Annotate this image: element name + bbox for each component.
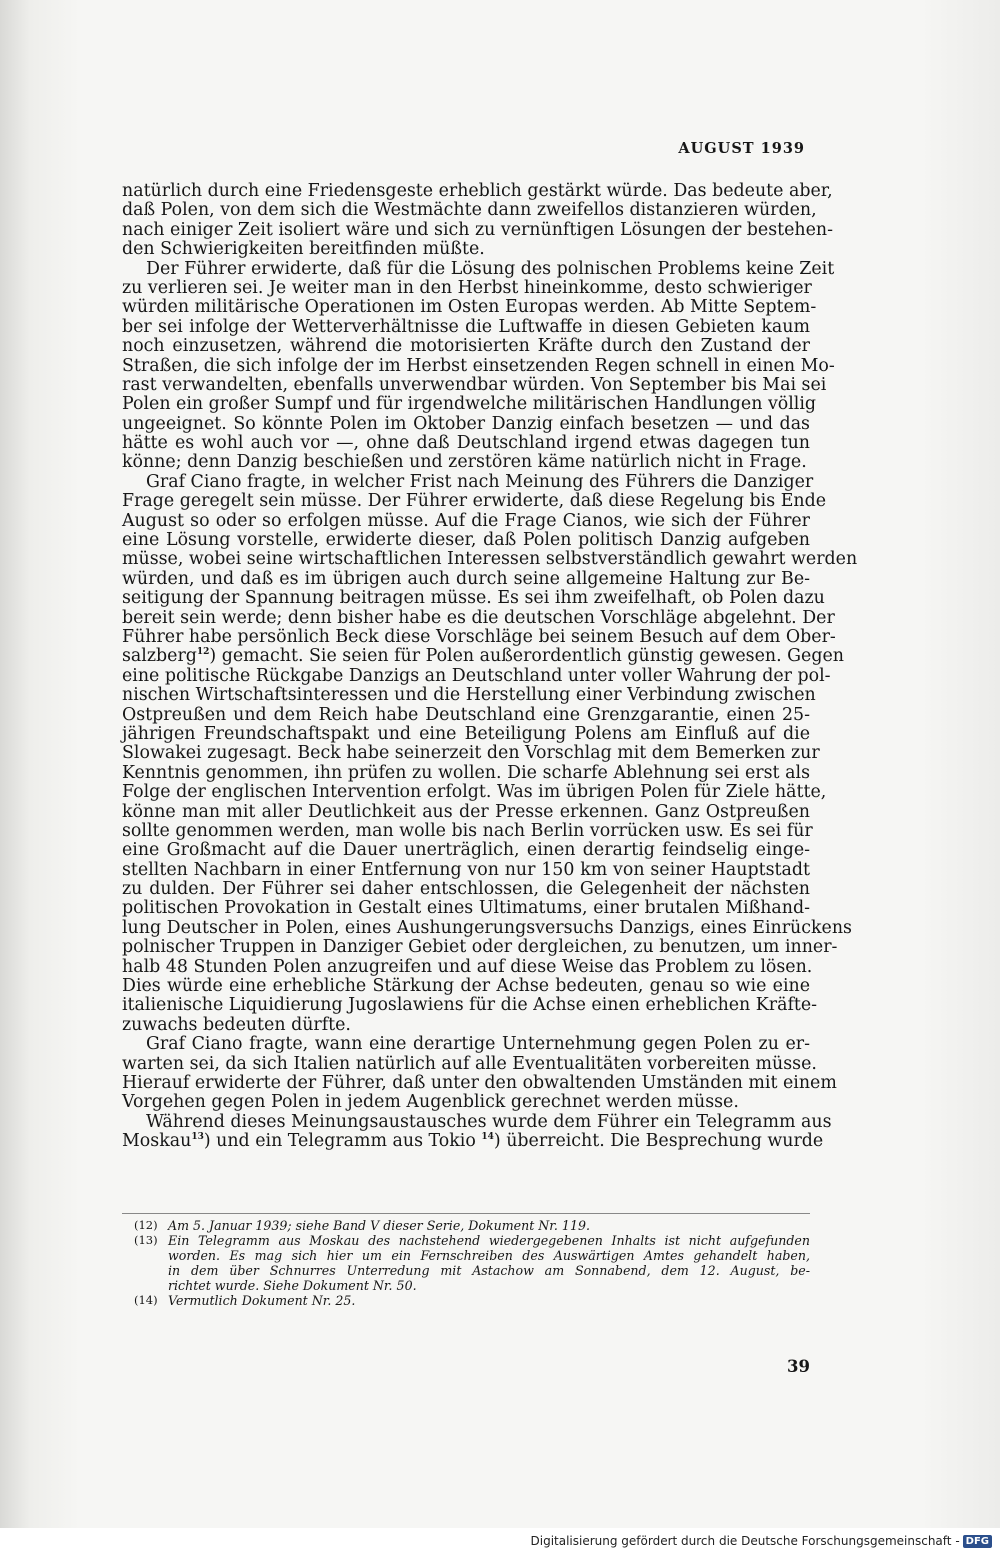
- text-line-content: Dies würde eine erhebliche Stärkung der Achse bedeuten, genau so wie eine: [122, 976, 810, 997]
- text-line: [122, 841, 810, 860]
- text-line: [122, 820, 813, 841]
- text-line: [122, 685, 816, 706]
- text-line: [122, 743, 820, 764]
- text-line-content: ber sei infolge der Wetterverhältnisse die Luftwaffe in diesen Gebieten kaum: [122, 316, 810, 337]
- text-line-content: eine Großmacht auf die Dauer unerträglich, einen derartig feindselig einge-: [122, 840, 810, 861]
- text-line: [122, 917, 852, 938]
- text-line: [122, 318, 810, 337]
- footnote-number: (13): [134, 1233, 158, 1247]
- text-line: [122, 240, 810, 259]
- text-line: [122, 297, 817, 318]
- text-line-content: jährigen Freundschaftspakt und eine Beteiligung Polens am Einfluß auf die: [122, 723, 810, 744]
- text-line: [122, 258, 835, 279]
- text-line: [122, 725, 810, 744]
- text-line: [122, 200, 817, 221]
- text-line-content: könne; denn Danzig beschießen und zerstören käme natürlich nicht in Frage.: [122, 452, 807, 473]
- text-line: [122, 607, 835, 628]
- text-line: [122, 1072, 837, 1093]
- text-line: [122, 861, 810, 880]
- text-line-content: ungeeignet. So könnte Polen im Oktober Danzig einfach besetzen — und das: [122, 413, 810, 434]
- text-line-content: Frage geregelt sein müsse. Der Führer erwiderte, daß diese Regelung bis Ende: [122, 491, 827, 512]
- text-line-content: seitigung der Spannung beitragen müsse. Es sei ihm zweifelhaft, ob Polen dazu: [122, 588, 825, 609]
- footnote-reference: 12: [196, 647, 210, 658]
- text-line: [122, 899, 810, 918]
- text-line: [122, 880, 810, 899]
- page-number: 39: [787, 1357, 810, 1376]
- text-line: [122, 219, 833, 240]
- text-line: [122, 531, 810, 550]
- text-line-content: Kenntnis genommen, ihn prüfen zu wollen. Die scharfe Ablehnung sei erst als: [122, 762, 810, 783]
- text-line-rest: ) und ein Telegramm aus Tokio: [203, 1131, 482, 1152]
- text-line-rest: ) gemacht. Sie seien für Polen außerordentlich günstig gewesen. Gegen: [209, 646, 844, 667]
- text-line: [122, 1053, 817, 1074]
- text-line-content: zu verlieren sei. Je weiter man in den Herbst hineinkomme, desto schwieriger: [122, 277, 812, 298]
- footnote-line: in dem über Schnurres Unterredung mit Astachow am Sonnabend, dem 12. August, be-: [168, 1263, 810, 1278]
- text-line-content: Straßen, die sich infolge der im Herbst einsetzenden Regen schnell in einen Mo-: [122, 355, 835, 376]
- text-line-content: Hierauf erwiderte der Führer, daß unter den obwaltenden Umständen mit einem: [122, 1072, 837, 1093]
- text-line: [122, 394, 817, 415]
- footnote: [122, 1233, 810, 1293]
- text-line: [122, 1093, 810, 1112]
- text-line: [122, 1131, 824, 1152]
- text-line-content: Während dieses Meinungsaustausches wurde dem Führer ein Telegramm aus: [146, 1111, 832, 1132]
- text-line-content: eine Lösung vorstelle, erwiderte dieser, daß Polen politisch Danzig aufgeben: [122, 530, 810, 551]
- text-line-content: Moskau: [122, 1131, 192, 1152]
- text-line-content: Folge der englischen Intervention erfolgt. Was im übrigen Polen für Ziele hätte,: [122, 782, 827, 803]
- text-line-content: Slowakei zugesagt. Beck habe seinerzeit den Vorschlag mit dem Bemerken zur: [122, 743, 820, 764]
- dfg-logo: DFG: [963, 1535, 992, 1548]
- text-line-content: müsse, wobei seine wirtschaftlichen Interessen selbstverständlich gewahrt werden: [122, 549, 858, 570]
- text-line: [122, 977, 810, 996]
- text-line-content: halb 48 Stunden Polen anzugreifen und auf diese Weise das Problem zu lösen.: [122, 956, 813, 977]
- text-line-content: würden, und daß es im übrigen auch durch seine allgemeine Haltung zur Be-: [122, 568, 810, 589]
- footnote-number: (14): [134, 1293, 158, 1307]
- text-line-content: warten sei, da sich Italien natürlich auf alle Eventualitäten vorbereiten müsse.: [122, 1053, 817, 1074]
- text-line: [122, 937, 838, 958]
- text-line: [122, 588, 825, 609]
- text-line-content: August so oder so erfolgen müsse. Auf die Frage Cianos, wie sich der Führer: [122, 510, 810, 531]
- text-line-content: natürlich durch eine Friedensgeste erheblich gestärkt würde. Das bedeute aber,: [122, 181, 833, 201]
- text-line-content: stellten Nachbarn in einer Entfernung von nur 150 km von seiner Hauptstadt: [122, 859, 810, 880]
- footnote: [122, 1293, 810, 1308]
- text-line-content: rast verwandelten, ebenfalls unverwendbar würden. Von September bis Mai sei: [122, 374, 827, 395]
- text-line-content: noch einzusetzen, während die motorisierten Kräfte durch den Zustand der: [122, 336, 810, 357]
- text-line: [122, 570, 810, 589]
- text-line-content: politischen Provokation in Gestalt eines Ultimatums, einer brutalen Mißhand-: [122, 898, 810, 919]
- running-header: AUGUST 1939: [678, 140, 805, 157]
- text-line-content: italienische Liquidierung Jugoslawiens für die Achse einen erheblichen Kräfte-: [122, 995, 818, 1016]
- text-line: [122, 1016, 810, 1035]
- text-line: [122, 374, 827, 395]
- text-line-rest: ) überreicht. Die Besprechung wurde: [493, 1131, 824, 1152]
- text-line-content: zuwachs bedeuten dürfte.: [122, 1014, 351, 1035]
- text-line-content: salzberg: [122, 646, 197, 667]
- footnote-reference: 13: [191, 1132, 204, 1143]
- text-line-content: Führer habe persönlich Beck diese Vorschläge bei seinem Besuch auf dem Ober-: [122, 626, 836, 647]
- text-line-content: Vorgehen gegen Polen in jedem Augenblick gerechnet werden müsse.: [122, 1092, 739, 1113]
- text-line: [122, 626, 836, 647]
- text-line-content: Graf Ciano fragte, wann eine derartige Unternehmung gegen Polen zu er-: [146, 1034, 810, 1055]
- text-line: [122, 181, 833, 201]
- text-line-content: Graf Ciano fragte, in welcher Frist nach Meinung des Führers die Danziger: [146, 471, 814, 492]
- text-line-content: würden militärische Operationen im Osten Europas werden. Ab Mitte Septem-: [122, 297, 817, 318]
- text-line-content: bereit sein werde; denn bisher habe es die deutschen Vorschläge abgelehnt. Der: [122, 607, 835, 628]
- text-line-content: Polen ein großer Sumpf und für irgendwelche militärischen Handlungen völlig: [122, 394, 817, 415]
- text-line: [122, 337, 810, 356]
- text-line-content: den Schwierigkeiten bereitfinden müßte.: [122, 239, 485, 260]
- footnote-divider: [122, 1213, 810, 1214]
- text-line: [122, 279, 810, 298]
- text-line-content: nach einiger Zeit isoliert wäre und sich zu vernünftigen Lösungen der bestehen-: [122, 219, 833, 240]
- credit: [531, 1534, 993, 1548]
- text-line: [122, 491, 827, 512]
- footnote: [122, 1218, 810, 1233]
- text-line: [122, 803, 810, 822]
- text-line: [122, 646, 844, 667]
- footnote-line: Vermutlich Dokument Nr. 25.: [168, 1293, 356, 1308]
- text-line: [122, 415, 810, 434]
- text-line: [122, 764, 810, 783]
- text-line-content: nischen Wirtschaftsinteressen und die Herstellung einer Verbindung zwischen: [122, 685, 816, 706]
- text-line: [122, 453, 810, 472]
- text-line: [122, 355, 835, 376]
- credit-text: Digitalisierung gefördert durch die Deutsche Forschungsgemeinschaft -: [530, 1534, 960, 1548]
- text-line-content: eine politische Rückgabe Danzigs an Deutschland unter voller Wahrung der pol-: [122, 665, 831, 686]
- text-line-content: lung Deutscher in Polen, eines Aushungerungsversuchs Danzigs, eines Einrückens: [122, 917, 852, 938]
- text-line-content: könne man mit aller Deutlichkeit aus der Presse erkennen. Ganz Ostpreußen: [122, 801, 810, 822]
- footnote-line: Ein Telegramm aus Moskau des nachstehend wiedergegebenen Inhalts ist nicht aufgefunden: [168, 1233, 810, 1248]
- footnote-line: worden. Es mag sich hier um ein Fernschreiben des Auswärtigen Amtes gehandelt haben,: [168, 1248, 810, 1263]
- text-line-content: Der Führer erwiderte, daß für die Lösung des polnischen Problems keine Zeit: [146, 258, 835, 279]
- text-line: [122, 434, 810, 453]
- footnote-reference: 14: [481, 1132, 494, 1143]
- footnote-number: (12): [134, 1218, 158, 1232]
- text-line: [122, 1035, 810, 1054]
- footnote-line: richtet wurde. Siehe Dokument Nr. 50.: [168, 1278, 417, 1293]
- text-line-content: Ostpreußen und dem Reich habe Deutschland eine Grenzgarantie, einen 25-: [122, 704, 810, 725]
- text-line-content: hätte es wohl auch vor —, ohne daß Deutschland irgend etwas dagegen tun: [122, 433, 810, 454]
- text-line-content: daß Polen, von dem sich die Westmächte dann zweifellos distanzieren würden,: [122, 200, 817, 221]
- text-line: [122, 1111, 832, 1132]
- footnote-line: Am 5. Januar 1939; siehe Band V dieser Serie, Dokument Nr. 119.: [168, 1218, 590, 1233]
- text-line-content: zu dulden. Der Führer sei daher entschlossen, die Gelegenheit der nächsten: [122, 879, 810, 900]
- text-line: [122, 512, 810, 531]
- text-line: [122, 995, 818, 1016]
- text-line: [122, 549, 858, 570]
- credit-bar: [0, 1528, 1000, 1554]
- text-line: [122, 956, 813, 977]
- footnotes: [122, 1218, 810, 1308]
- text-line-content: sollte genommen werden, man wolle bis nach Berlin vorrücken usw. Es sei für: [122, 820, 813, 841]
- text-line-content: polnischer Truppen in Danziger Gebiet oder dergleichen, zu benutzen, um inner-: [122, 937, 838, 958]
- text-line: [122, 782, 827, 803]
- text-line: [122, 471, 814, 492]
- body-text: [122, 181, 858, 1152]
- text-line: [122, 665, 831, 686]
- text-line: [122, 706, 810, 725]
